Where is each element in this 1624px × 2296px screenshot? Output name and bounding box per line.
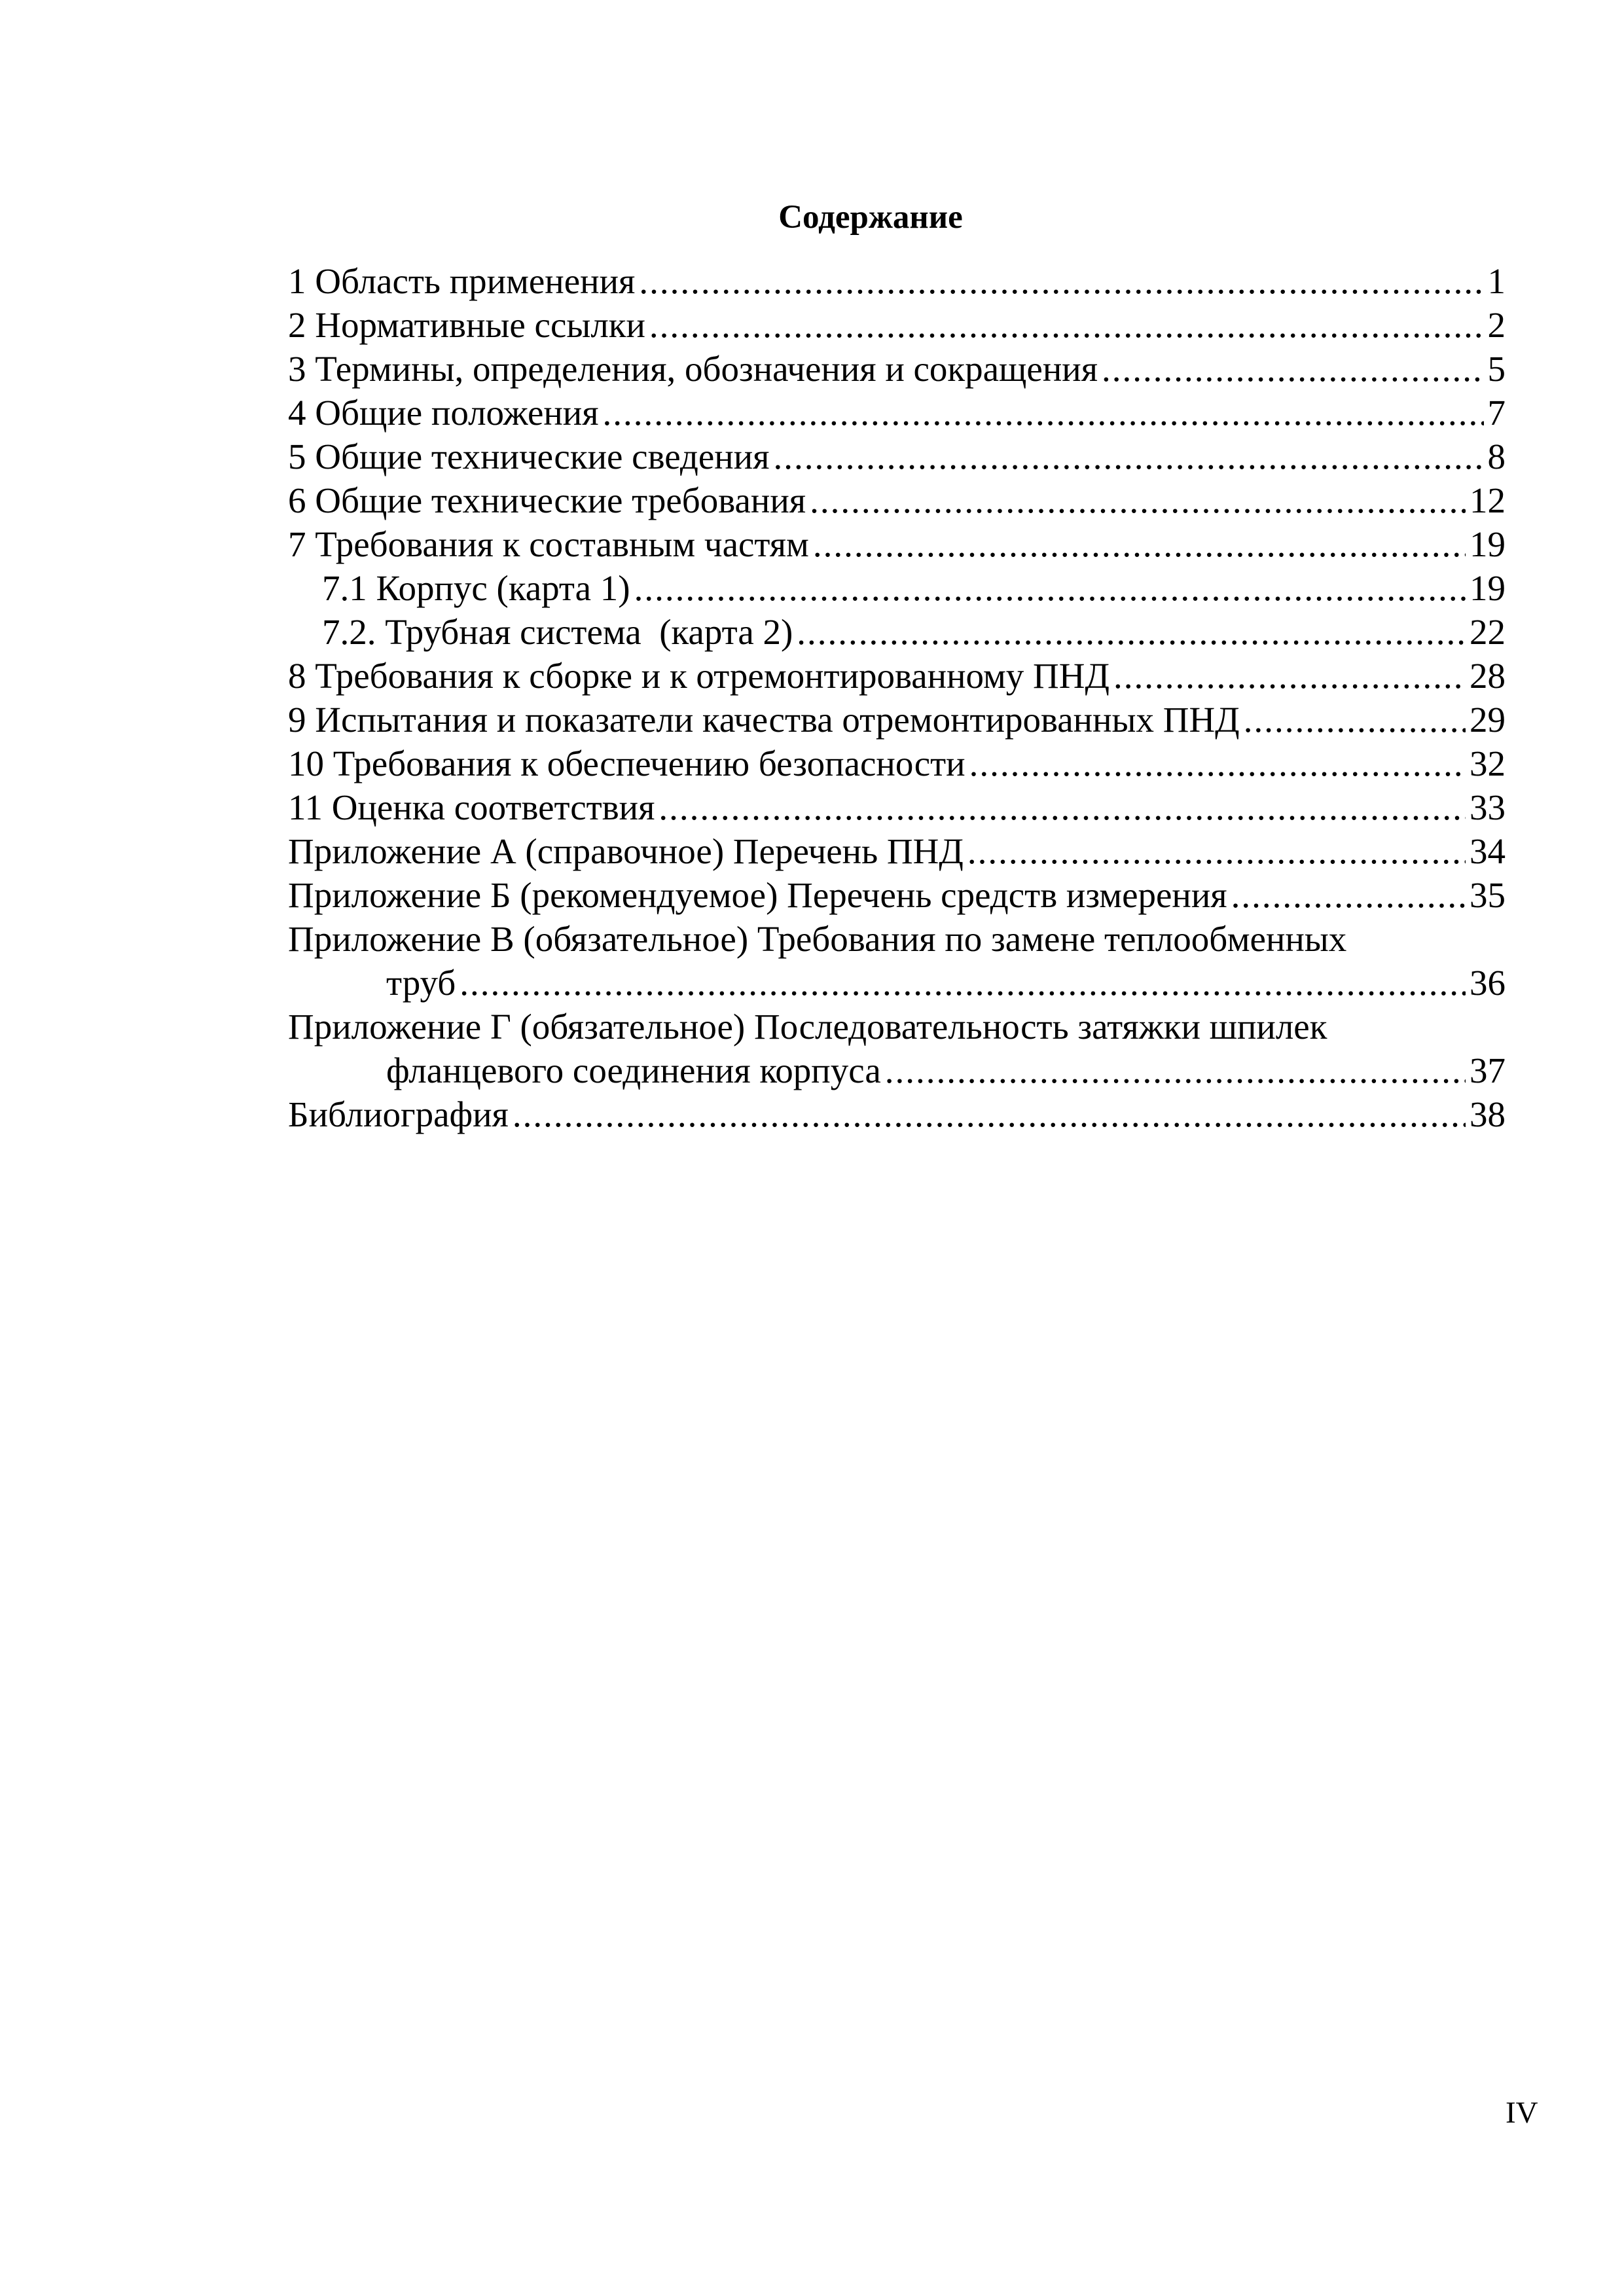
- toc-entry-label: 7 Требования к составным частям: [288, 524, 809, 564]
- toc-entry[interactable]: [288, 435, 1506, 478]
- toc-entry-label: 8 Требования к сборке и к отремонтированному ПНД: [288, 656, 1110, 696]
- toc-entry-page: 19: [1470, 524, 1506, 564]
- toc-entry-page: 19: [1470, 568, 1506, 608]
- toc-leader-dots: [1244, 698, 1466, 742]
- toc-leader-dots: [1113, 654, 1466, 698]
- toc-entry-page: 35: [1470, 875, 1506, 915]
- toc-entry-label: 7.2. Трубная система (карта 2): [322, 612, 793, 652]
- toc-entry-page: 7: [1487, 393, 1506, 433]
- toc-entry[interactable]: [288, 522, 1506, 566]
- toc-entry-label: 5 Общие технические сведения: [288, 437, 770, 476]
- toc-entry[interactable]: [288, 873, 1506, 917]
- toc-entry[interactable]: [288, 698, 1506, 742]
- toc-subentry[interactable]: [288, 566, 1506, 610]
- toc-leader-dots: [969, 742, 1466, 785]
- toc-entry-page: 34: [1470, 831, 1506, 871]
- toc-entry[interactable]: [288, 391, 1506, 435]
- toc-entry-label: Приложение Б (рекомендуемое) Перечень средств измерения: [288, 875, 1227, 915]
- toc-entry-page: 2: [1487, 305, 1506, 345]
- toc-leader-dots: [967, 829, 1466, 873]
- toc-entry-label: 4 Общие положения: [288, 393, 599, 433]
- toc-entry-label: Библиография: [288, 1094, 509, 1134]
- toc-entry-label-continued: фланцевого соединения корпуса: [386, 1050, 881, 1090]
- toc-entry-page: 8: [1487, 437, 1506, 476]
- toc-entry-label-continued: труб: [386, 963, 456, 1003]
- toc-entry[interactable]: [288, 1005, 1506, 1092]
- toc-entry[interactable]: [288, 829, 1506, 873]
- toc-entry-label: 2 Нормативные ссылки: [288, 305, 645, 345]
- toc-entry[interactable]: [288, 917, 1506, 1005]
- toc-entry-page: 5: [1487, 349, 1506, 389]
- toc-leader-dots: [885, 1049, 1466, 1092]
- toc-leader-dots: [649, 303, 1484, 347]
- toc-entry[interactable]: [288, 259, 1506, 303]
- toc-entry[interactable]: [288, 1092, 1506, 1136]
- toc-leader-dots: [460, 961, 1466, 1005]
- toc-leader-dots: [639, 259, 1483, 303]
- toc-entry-page: 32: [1470, 744, 1506, 783]
- toc-entry[interactable]: [288, 785, 1506, 829]
- toc-entry[interactable]: [288, 347, 1506, 391]
- toc-entry[interactable]: [288, 478, 1506, 522]
- toc-entry-page: 37: [1470, 1050, 1506, 1090]
- toc-entry[interactable]: [288, 654, 1506, 698]
- toc-entry-page: 33: [1470, 787, 1506, 827]
- toc-entry-page: 12: [1470, 480, 1506, 520]
- toc-entry-label: Приложение В (обязательное) Требования по замене теплообменных: [288, 919, 1347, 959]
- toc-leader-dots: [1102, 347, 1484, 391]
- toc-leader-dots: [603, 391, 1484, 435]
- toc-leader-dots: [634, 566, 1466, 610]
- toc-entry-page: 29: [1470, 700, 1506, 740]
- toc-entry-label: 3 Термины, определения, обозначения и сокращения: [288, 349, 1098, 389]
- toc-entry-label: 9 Испытания и показатели качества отремонтированных ПНД: [288, 700, 1240, 740]
- table-of-contents: [288, 259, 1506, 1136]
- toc-entry-page: 28: [1470, 656, 1506, 696]
- toc-entry-label: 6 Общие технические требования: [288, 480, 806, 520]
- toc-entry-label: 11 Оценка соответствия: [288, 787, 655, 827]
- toc-entry-page: 38: [1470, 1094, 1506, 1134]
- toc-leader-dots: [810, 478, 1466, 522]
- toc-entry-page: 36: [1470, 963, 1506, 1003]
- toc-entry-label: Приложение А (справочное) Перечень ПНД: [288, 831, 964, 871]
- toc-leader-dots: [797, 610, 1466, 654]
- toc-entry-label: Приложение Г (обязательное) Последовательность затяжки шпилек: [288, 1007, 1327, 1047]
- toc-leader-dots: [513, 1092, 1466, 1136]
- toc-leader-dots: [773, 435, 1483, 478]
- toc-entry-label: 10 Требования к обеспечению безопасности: [288, 744, 965, 783]
- toc-entry-label: 1 Область применения: [288, 261, 636, 301]
- toc-entry-label: 7.1 Корпус (карта 1): [322, 568, 630, 608]
- toc-leader-dots: [813, 522, 1466, 566]
- toc-leader-dots: [659, 785, 1466, 829]
- toc-subentry[interactable]: [288, 610, 1506, 654]
- toc-entry-page: 1: [1487, 261, 1506, 301]
- toc-entry[interactable]: [288, 742, 1506, 785]
- page-number: IV: [1506, 2096, 1538, 2130]
- toc-title: Содержание: [778, 199, 963, 236]
- toc-entry-page: 22: [1470, 612, 1506, 652]
- toc-entry[interactable]: [288, 303, 1506, 347]
- toc-leader-dots: [1231, 873, 1466, 917]
